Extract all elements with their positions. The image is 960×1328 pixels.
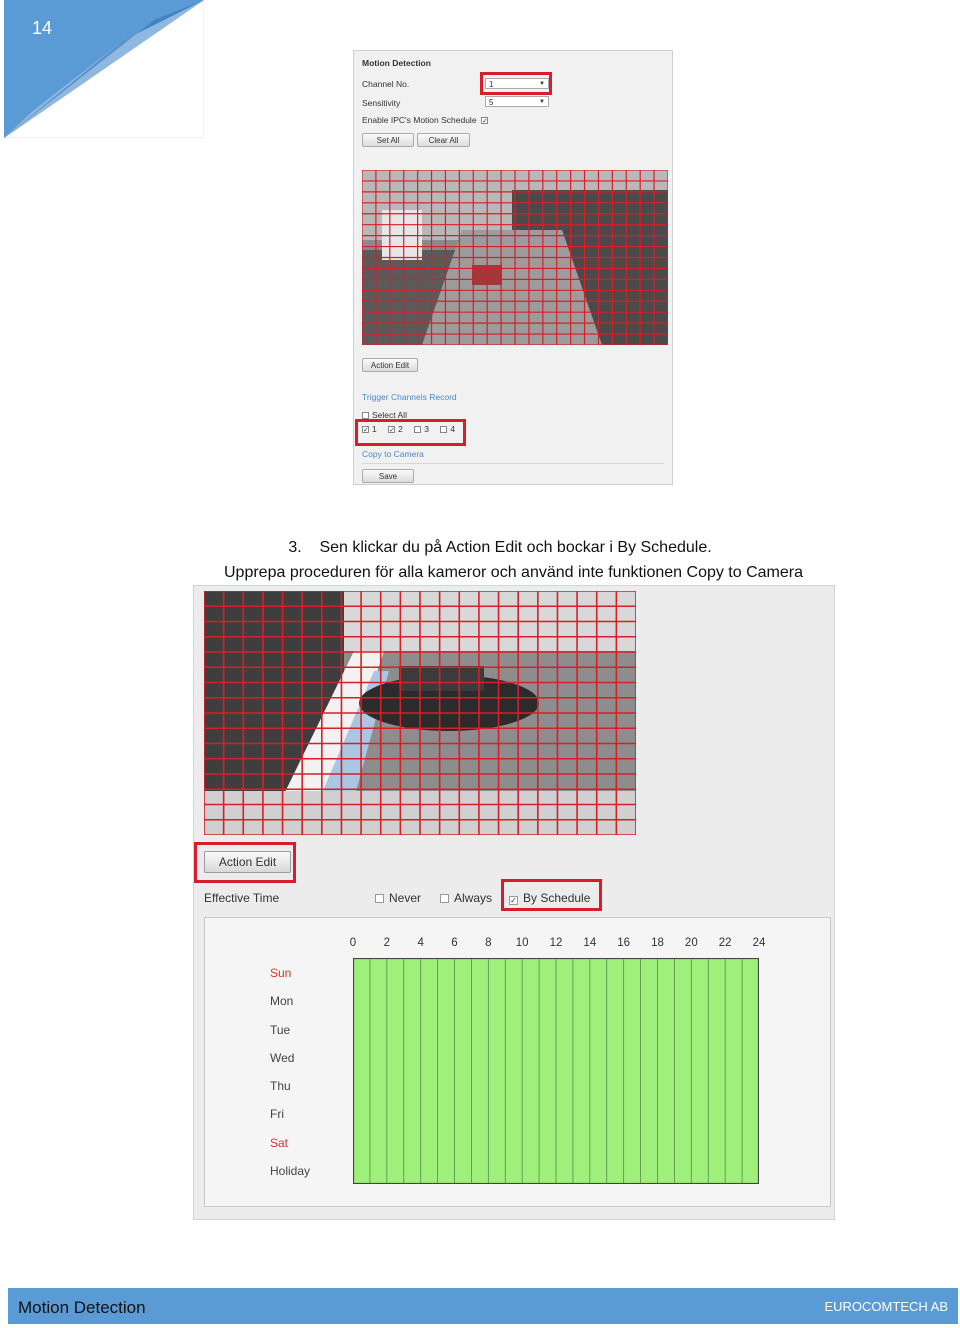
hour-label: 24 — [752, 937, 766, 949]
trigger-channels-label: Trigger Channels Record — [362, 392, 457, 402]
hour-label: 12 — [549, 937, 563, 949]
hour-label: 20 — [684, 937, 698, 949]
schedule-grid-panel — [204, 917, 831, 1207]
hour-label: 2 — [383, 937, 391, 949]
always-label: Always — [454, 891, 493, 905]
caption-line-1 — [0, 539, 960, 557]
copy-to-camera-link[interactable]: Copy to Camera — [362, 449, 424, 459]
caption-step-text: Sen klickar du på Action Edit och bockar i By Schedule. — [319, 539, 712, 556]
hour-label: 14 — [583, 937, 597, 949]
caption-step-number: 3. — [288, 539, 302, 556]
hour-label: 10 — [515, 937, 529, 949]
by-schedule-label: By Schedule — [523, 891, 591, 905]
chevron-down-icon: ▼ — [539, 99, 545, 105]
set-all-button[interactable]: Set All — [362, 133, 414, 147]
sensitivity-label: Sensitivity — [362, 98, 401, 108]
hour-label: 22 — [718, 937, 732, 949]
channel-4-label: 4 — [450, 424, 456, 434]
sensitivity-select[interactable] — [485, 96, 549, 107]
hour-label: 8 — [485, 937, 492, 949]
day-label-thu: Thu — [270, 1079, 291, 1093]
channel-2-label: 2 — [398, 424, 403, 434]
effective-time-label: Effective Time — [204, 891, 280, 905]
channel-2-checkbox[interactable]: ✓ — [389, 427, 395, 435]
schedule-grid[interactable] — [353, 958, 759, 1184]
channel-label: Channel No. — [362, 79, 410, 89]
motion-detection-panel — [353, 50, 673, 485]
day-label-tue: Tue — [270, 1022, 291, 1037]
save-button[interactable]: Save — [362, 469, 414, 483]
hour-label: 18 — [651, 937, 664, 949]
panel-title: Motion Detection — [362, 58, 431, 68]
page-footer — [8, 1288, 958, 1324]
channel-1-checkbox[interactable]: ✓ — [363, 427, 369, 435]
day-label-mon: Mon — [270, 994, 294, 1009]
highlight-by-schedule — [501, 879, 602, 911]
camera-grid-view-large[interactable] — [204, 591, 636, 835]
camera-grid-view[interactable] — [362, 170, 668, 345]
always-checkbox[interactable] — [440, 894, 449, 903]
hour-label: 6 — [451, 937, 458, 949]
highlight-action-edit — [194, 842, 296, 883]
hour-label: 4 — [417, 937, 424, 949]
schedule-enable-checkbox[interactable]: ✓ — [481, 118, 488, 126]
page-number: 14 — [32, 18, 53, 38]
action-edit-button-large[interactable]: Action Edit — [204, 851, 291, 873]
day-label-sat: Sat — [270, 1135, 289, 1150]
day-label-holiday: Holiday — [270, 1163, 311, 1178]
channel-1-label: 1 — [372, 424, 377, 434]
never-checkbox[interactable] — [375, 894, 384, 903]
day-label-fri: Fri — [270, 1107, 284, 1122]
chevron-down-icon: ▼ — [539, 81, 545, 87]
schedule-enable-row — [362, 115, 491, 125]
highlight-channel-checkboxes — [355, 419, 466, 446]
divider — [362, 463, 664, 464]
footer-company: EUROCOMTECH AB — [824, 1299, 948, 1314]
action-edit-button[interactable]: Action Edit — [362, 358, 418, 372]
clear-all-button[interactable]: Clear All — [417, 133, 470, 147]
highlight-channel-select — [480, 72, 552, 95]
never-option[interactable] — [375, 891, 421, 905]
day-label-sun: Sun — [270, 966, 292, 980]
sensitivity-select-value: 5 — [489, 98, 494, 107]
footer-section-title: Motion Detection — [18, 1298, 146, 1317]
caption-line-2: Upprepa proceduren för alla kameror och använd inte funktionen Copy to Camera — [224, 564, 803, 581]
hour-label: 16 — [617, 937, 631, 949]
action-edit-panel — [193, 585, 835, 1220]
schedule-enable-label: Enable IPC's Motion Schedule — [362, 115, 477, 125]
hour-label: 0 — [349, 937, 357, 949]
always-option[interactable] — [440, 891, 492, 905]
channel-3-label: 3 — [424, 424, 429, 434]
by-schedule-checkbox[interactable]: ✓ — [510, 896, 517, 905]
select-all-label: Select All — [372, 410, 407, 420]
never-label: Never — [389, 891, 422, 905]
day-label-wed: Wed — [270, 1050, 295, 1065]
channel-select-value: 1 — [489, 80, 494, 89]
